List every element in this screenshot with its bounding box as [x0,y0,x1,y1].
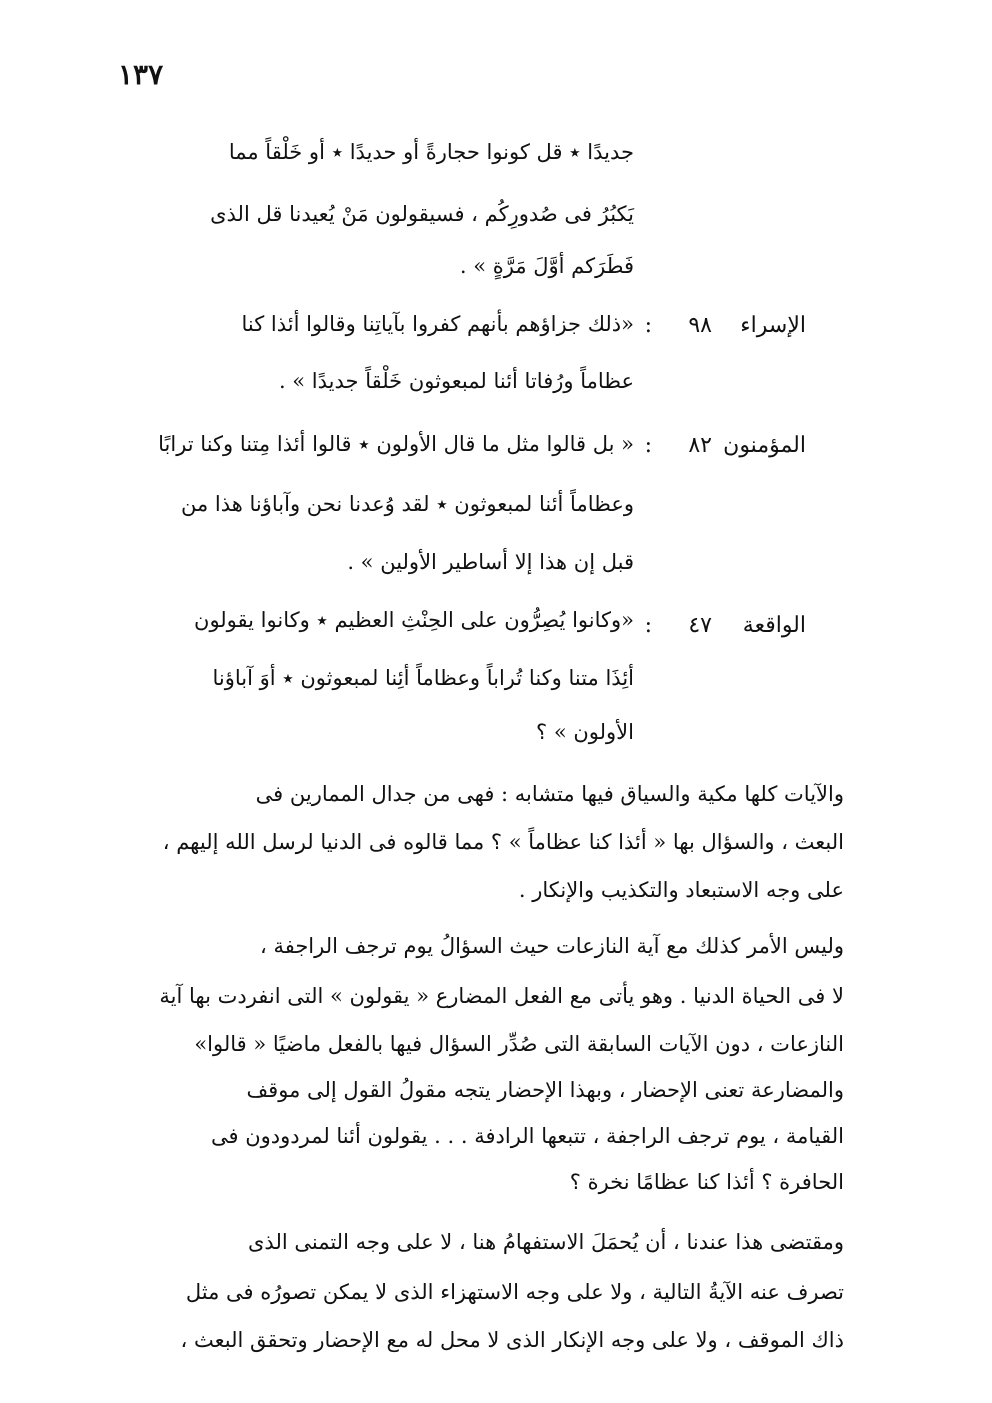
verse-line: عظاماً ورُفاتا أئنا لمبعوثون خَلْقاً جديدًا » . [278,369,634,393]
reference-colon: : [644,613,652,638]
paragraph-line: النازعات ، دون الآيات السابقة التى صُدِّر السؤال فيها بالفعل ماضيًا « قالوا» [194,1032,844,1056]
surah-name-isra: الإسراء [740,313,806,338]
verse-line: «ذلك جزاؤهم بأنهم كفروا بآياتِنا وقالوا أئذا كنا [241,312,634,336]
paragraph-line: الحافرة ؟ أئذا كنا عظامًا نخرة ؟ [569,1170,844,1194]
paragraph-line: تصرف عنه الآيةُ التالية ، ولا على وجه الاستهزاء الذى لا يمكن تصورُه فى مثل [185,1280,844,1304]
paragraph-line: ومقتضى هذا عندنا ، أن يُحمَلَ الاستفهامُ هنا ، لا على وجه التمنى الذى [247,1230,844,1254]
paragraph-line: على وجه الاستبعاد والتكذيب والإنكار . [518,878,844,902]
verse-line: أئِذَا متنا وكنا تُراباً وعظاماً أئِنا لمبعوثون ٭ أوَ آباؤنا [212,666,634,690]
reference-colon: : [644,433,652,458]
paragraph-line: والمضارعة تعنى الإحضار ، وبهذا الإحضار يتجه مقولُ القول إلى موقف [246,1078,844,1102]
verse-number-waqia: ٤٧ [688,613,712,638]
verse-line: وعظاماً أئنا لمبعوثون ٭ لقد وُعدنا نحن وآباؤنا هذا من [181,492,634,516]
verse-number-muminun: ٨٢ [688,433,712,458]
paragraph-line: ذاك الموقف ، ولا على وجه الإنكار الذى لا محل له مع الإحضار وتحقق البعث ، [180,1328,844,1352]
verse-line: فَطَرَكم أوَّلَ مَرَّةٍ » . [459,254,634,278]
verse-line: جديدًا ٭ قل كونوا حجارةً أو حديدًا ٭ أو خَلْقاً مما [228,140,634,164]
paragraph-line: القيامة ، يوم ترجف الراجفة ، تتبعها الرادفة . . . يقولون أئنا لمردودون فى [210,1124,844,1148]
verse-number-isra: ٩٨ [688,313,712,338]
paragraph-line: وليس الأمر كذلك مع آية النازعات حيث السؤالُ يوم ترجف الراجفة ، [259,934,844,958]
verse-line: «وكانوا يُصِرُّون على الحِنْثِ العظيم ٭ وكانوا يقولون [194,608,634,632]
page-number: ١٣٧ [118,58,164,91]
verse-line: قبل إن هذا إلا أساطير الأولين » . [347,550,634,574]
verse-line: « بل قالوا مثل ما قال الأولون ٭ قالوا أئذا مِتنا وكنا ترابًا [158,432,634,456]
surah-name-muminun: المؤمنون [723,433,806,458]
surah-name-waqia: الواقعة [742,613,806,638]
reference-colon: : [644,313,652,338]
verse-line: الأولون » ؟ [536,720,634,744]
paragraph-line: لا فى الحياة الدنيا . وهو يأتى مع الفعل المضارع « يقولون » التى انفردت بها آية [159,984,844,1008]
paragraph-line: البعث ، والسؤال بها « أئذا كنا عظاماً » ؟ مما قالوه فى الدنيا لرسل الله إليهم ، [162,830,844,854]
paragraph-line: والآيات كلها مكية والسياق فيها متشابه : فهى من جدال الممارين فى [255,782,844,806]
verse-line: يَكبُرُ فى صُدورِكُم ، فسيقولون مَنْ يُعيدنا قل الذى [210,202,634,226]
